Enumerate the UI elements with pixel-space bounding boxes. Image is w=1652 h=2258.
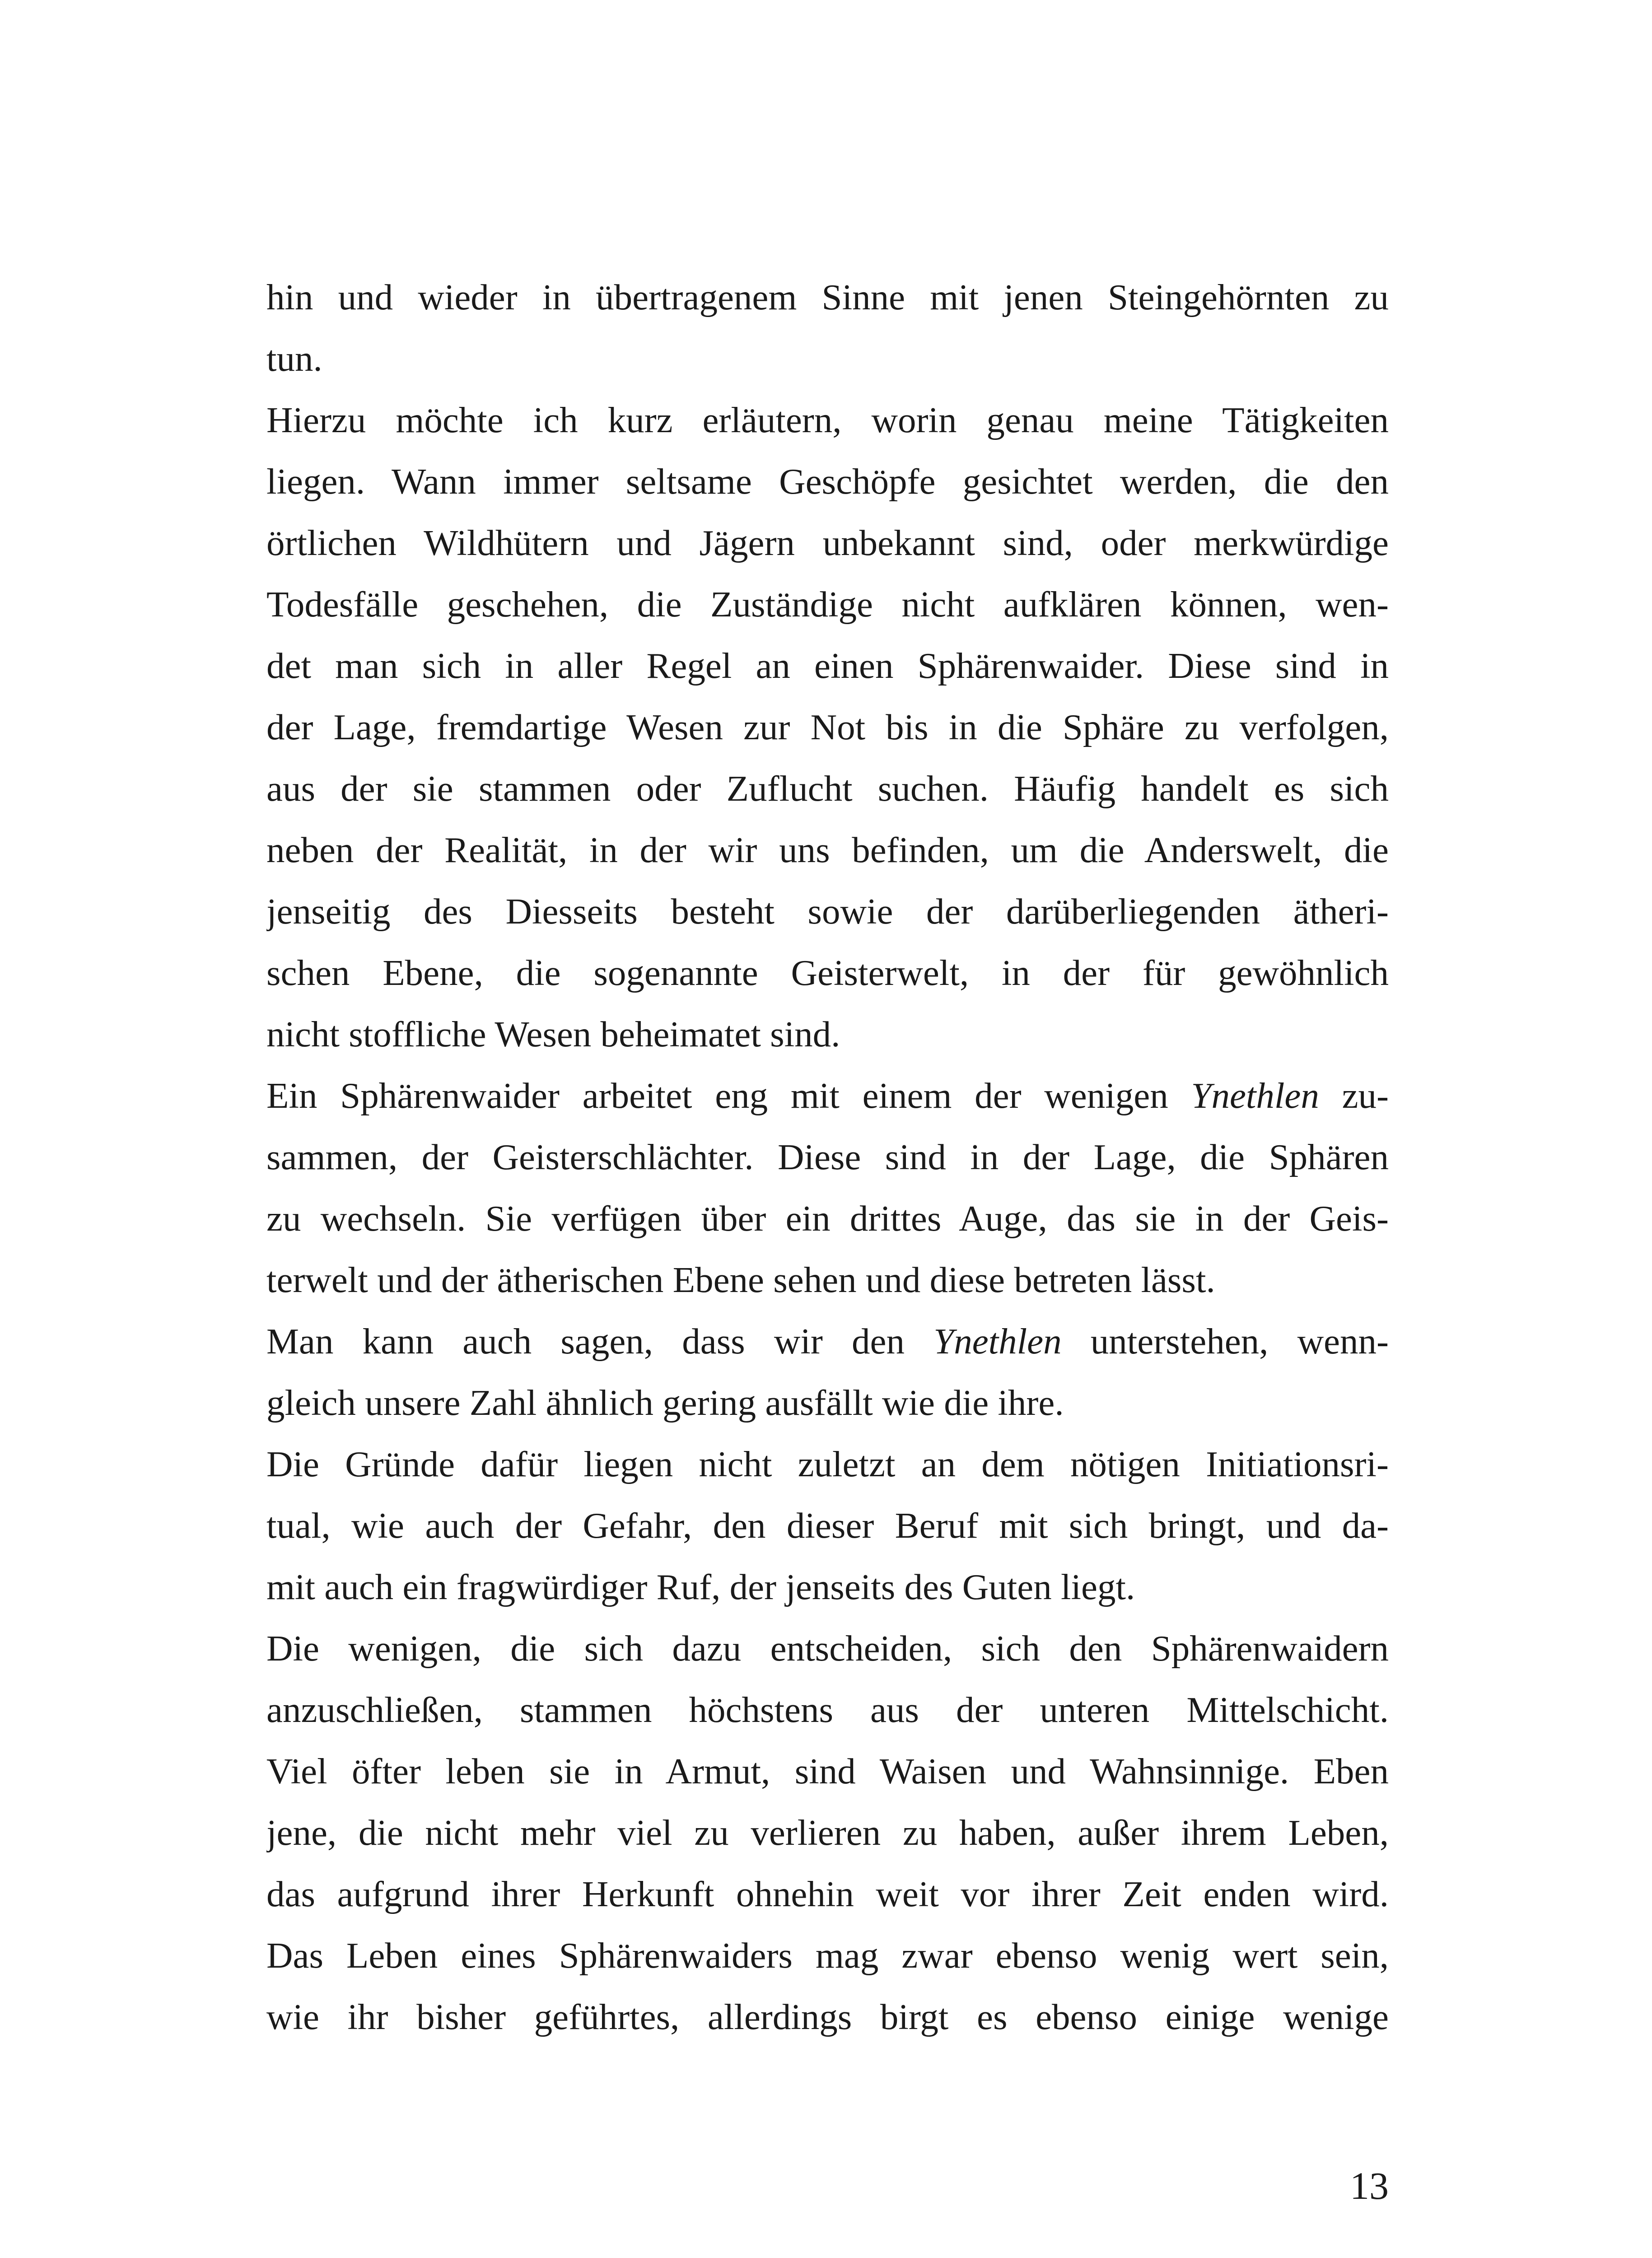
text-segment: schen Ebene, die sogenannte Geisterwelt, in der für gewöhnlich <box>266 952 1389 993</box>
text-line <box>266 1126 1389 1188</box>
text-segment: zu wechseln. Sie verfügen über ein drittes Auge, das sie in der Geis- <box>266 1198 1389 1239</box>
text-line <box>266 328 1389 389</box>
text-segment: Die wenigen, die sich dazu entscheiden, sich den Sphärenwaidern <box>266 1628 1389 1669</box>
text-segment: Ein Sphärenwaider arbeitet eng mit einem der wenigen <box>266 1075 1191 1116</box>
text-line <box>266 389 1389 451</box>
text-segment: zu- <box>1319 1075 1389 1116</box>
text-line <box>266 1679 1389 1740</box>
text-line <box>266 1986 1389 2048</box>
text-segment: liegen. Wann immer seltsame Geschöpfe gesichtet werden, die den <box>266 461 1389 502</box>
body-text <box>266 266 1389 2048</box>
text-segment: tun. <box>266 338 322 379</box>
text-line <box>266 1863 1389 1925</box>
text-segment: anzuschließen, stammen höchstens aus der unteren Mittelschicht. <box>266 1689 1389 1730</box>
text-line <box>266 512 1389 574</box>
text-segment: örtlichen Wildhütern und Jägern unbekannt sind, oder merkwürdige <box>266 523 1389 563</box>
text-segment: sammen, der Geisterschlächter. Diese sind in der Lage, die Sphären <box>266 1137 1389 1177</box>
text-segment: gleich unsere Zahl ähnlich gering ausfällt wie die ihre. <box>266 1382 1064 1423</box>
page-number: 13 <box>1350 2164 1389 2207</box>
text-segment: Viel öfter leben sie in Armut, sind Waisen und Wahnsinnige. Eben <box>266 1751 1389 1791</box>
text-segment: Man kann auch sagen, dass wir den <box>266 1321 934 1362</box>
text-line <box>266 1618 1389 1679</box>
text-line <box>266 266 1389 328</box>
text-segment: aus der sie stammen oder Zuflucht suchen. Häufig handelt es sich <box>266 768 1389 809</box>
text-segment: jene, die nicht mehr viel zu verlieren zu haben, außer ihrem Leben, <box>266 1812 1389 1853</box>
text-segment: wie ihr bisher geführtes, allerdings birgt es ebenso einige wenige <box>266 1997 1389 2037</box>
text-segment: neben der Realität, in der wir uns befinden, um die Anderswelt, die <box>266 830 1389 870</box>
text-line <box>266 942 1389 1003</box>
text-segment: terwelt und der ätherischen Ebene sehen und diese betreten lässt. <box>266 1260 1215 1300</box>
text-line <box>266 574 1389 635</box>
text-line <box>266 881 1389 942</box>
text-segment: der Lage, fremdartige Wesen zur Not bis in die Sphäre zu verfolgen, <box>266 707 1389 747</box>
text-segment: nicht stoffliche Wesen beheimatet sind. <box>266 1014 840 1054</box>
text-line <box>266 758 1389 819</box>
italic-term: Ynethlen <box>933 1321 1062 1362</box>
italic-term: Ynethlen <box>1191 1075 1319 1116</box>
text-segment: jenseitig des Diesseits besteht sowie der darüberliegenden ätheri- <box>266 891 1389 932</box>
text-segment: Das Leben eines Sphärenwaiders mag zwar ebenso wenig wert sein, <box>266 1935 1389 1976</box>
text-line <box>266 1556 1389 1618</box>
text-line <box>266 696 1389 758</box>
text-line <box>266 1249 1389 1311</box>
text-line <box>266 1740 1389 1802</box>
text-segment: Hierzu möchte ich kurz erläutern, worin genau meine Tätigkeiten <box>266 400 1389 440</box>
text-segment: det man sich in aller Regel an einen Sphärenwaider. Diese sind in <box>266 645 1389 686</box>
text-segment: Todesfälle geschehen, die Zuständige nicht aufklären können, wen- <box>266 584 1389 625</box>
text-line <box>266 819 1389 881</box>
text-line <box>266 1433 1389 1495</box>
text-line <box>266 1495 1389 1556</box>
text-line <box>266 1003 1389 1065</box>
text-line <box>266 451 1389 512</box>
text-segment: unterstehen, wenn- <box>1061 1321 1389 1362</box>
text-line <box>266 1188 1389 1249</box>
text-line <box>266 1311 1389 1372</box>
text-segment: Die Gründe dafür liegen nicht zuletzt an dem nötigen Initiationsri- <box>266 1444 1389 1484</box>
text-segment: hin und wieder in übertragenem Sinne mit jenen Steingehörnten zu <box>266 277 1389 317</box>
text-segment: das aufgrund ihrer Herkunft ohnehin weit vor ihrer Zeit enden wird. <box>266 1874 1389 1914</box>
text-segment: tual, wie auch der Gefahr, den dieser Beruf mit sich bringt, und da- <box>266 1505 1389 1546</box>
text-segment: mit auch ein fragwürdiger Ruf, der jenseits des Guten liegt. <box>266 1567 1135 1607</box>
text-line <box>266 635 1389 696</box>
text-line <box>266 1372 1389 1433</box>
text-line <box>266 1065 1389 1126</box>
text-line <box>266 1802 1389 1863</box>
text-line <box>266 1925 1389 1986</box>
